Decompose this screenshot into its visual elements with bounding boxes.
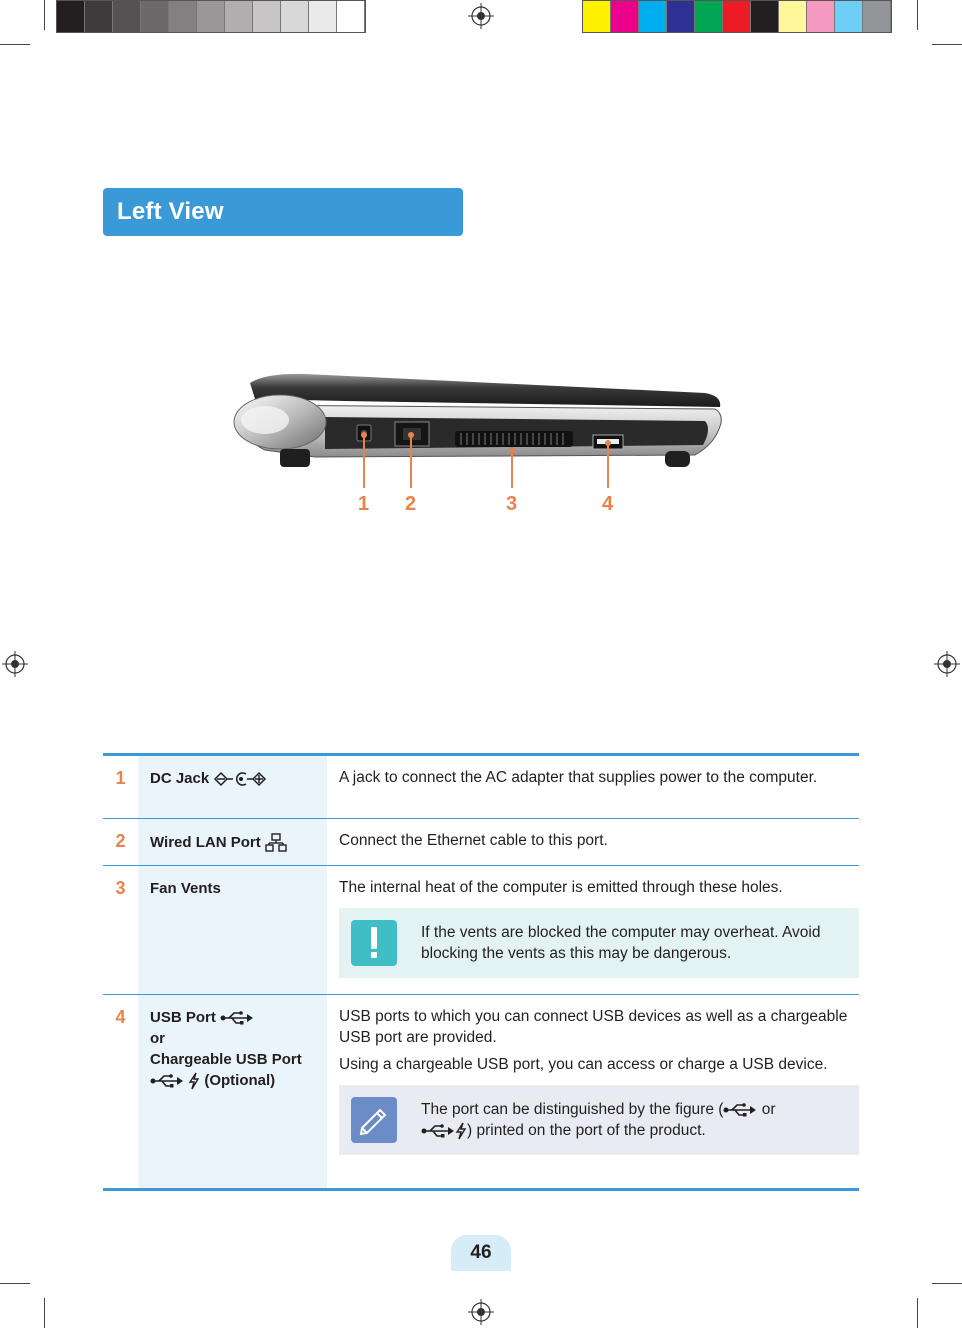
color-swatch (57, 1, 85, 32)
row-description: Connect the Ethernet cable to this port. (339, 832, 608, 849)
row-number: 2 (115, 831, 126, 851)
crop-mark (0, 1283, 30, 1284)
row-description (327, 995, 859, 1188)
callout-dot (605, 440, 611, 446)
row-name: Fan Vents (138, 866, 327, 994)
pencil-icon (351, 1097, 397, 1143)
row-name: DC Jack (138, 756, 327, 818)
grayscale-bar (56, 0, 366, 33)
color-swatch (281, 1, 309, 32)
color-swatch (863, 1, 891, 32)
usb-icon (421, 1124, 455, 1138)
callout-4: 4 (602, 493, 614, 515)
usb-icon (723, 1103, 757, 1117)
table-row (103, 819, 859, 866)
crop-mark (917, 0, 918, 30)
crop-mark (917, 1298, 918, 1328)
page-number: 46 (451, 1235, 511, 1271)
color-swatch (807, 1, 835, 32)
color-swatch (197, 1, 225, 32)
row-number: 3 (115, 878, 126, 898)
registration-mark-icon (933, 650, 961, 678)
ports-table (103, 753, 859, 1191)
color-swatch (169, 1, 197, 32)
section-title: Left View (103, 188, 463, 236)
crop-mark (0, 44, 30, 45)
crop-mark (932, 44, 962, 45)
color-swatch (337, 1, 365, 32)
registration-mark-icon (467, 1298, 495, 1326)
registration-mark-icon (1, 650, 29, 678)
table-row (103, 756, 859, 819)
memo-text: The port can be distinguished by the figure ( or ) printed on the port of the product. (421, 1101, 776, 1139)
color-swatch (583, 1, 611, 32)
crop-mark (932, 1283, 962, 1284)
row-description-text: Using a chargeable USB port, you can access or charge a USB device. (339, 1056, 828, 1073)
color-swatch (253, 1, 281, 32)
usb-icon (150, 1074, 184, 1088)
row-description: A jack to connect the AC adapter that supplies power to the computer. (339, 769, 818, 786)
exclamation-icon (351, 920, 397, 966)
color-swatch (751, 1, 779, 32)
color-bar (582, 0, 892, 33)
lightning-icon (455, 1122, 467, 1140)
color-swatch (141, 1, 169, 32)
caution-note (339, 908, 859, 978)
crop-mark (44, 0, 45, 30)
callout-dot (361, 432, 367, 438)
usb-icon (220, 1011, 254, 1025)
row-number: 1 (115, 768, 126, 788)
color-swatch (639, 1, 667, 32)
row-description-text: USB ports to which you can connect USB devices as well as a chargeable USB port are provided. (339, 1008, 848, 1046)
callout-dot (509, 448, 515, 454)
crop-mark (44, 1298, 45, 1328)
memo-note (339, 1085, 859, 1155)
table-row (103, 995, 859, 1188)
lightning-icon (188, 1072, 200, 1090)
color-swatch (611, 1, 639, 32)
color-swatch (695, 1, 723, 32)
laptop-left-view-image (225, 365, 735, 520)
row-name: USB Port or Chargeable USB Port (Optional) (138, 995, 327, 1188)
color-swatch (667, 1, 695, 32)
callout-2: 2 (405, 493, 417, 515)
lan-icon (265, 833, 287, 853)
color-swatch (309, 1, 337, 32)
callout-dot (408, 432, 414, 438)
row-name: Wired LAN Port (138, 819, 327, 865)
callout-1: 1 (358, 493, 370, 515)
color-swatch (85, 1, 113, 32)
row-description-text: The internal heat of the computer is emitted through these holes. (339, 879, 783, 896)
table-row (103, 866, 859, 995)
dc-polarity-icon (213, 771, 267, 787)
row-number: 4 (115, 1007, 126, 1027)
caution-text: If the vents are blocked the computer may overheat. Avoid blocking the vents as this may be dangerous. (421, 924, 821, 962)
registration-mark-icon (467, 2, 495, 30)
color-swatch (225, 1, 253, 32)
callout-3: 3 (506, 493, 518, 515)
color-swatch (113, 1, 141, 32)
row-description (327, 866, 859, 994)
color-swatch (835, 1, 863, 32)
color-swatch (779, 1, 807, 32)
color-swatch (723, 1, 751, 32)
